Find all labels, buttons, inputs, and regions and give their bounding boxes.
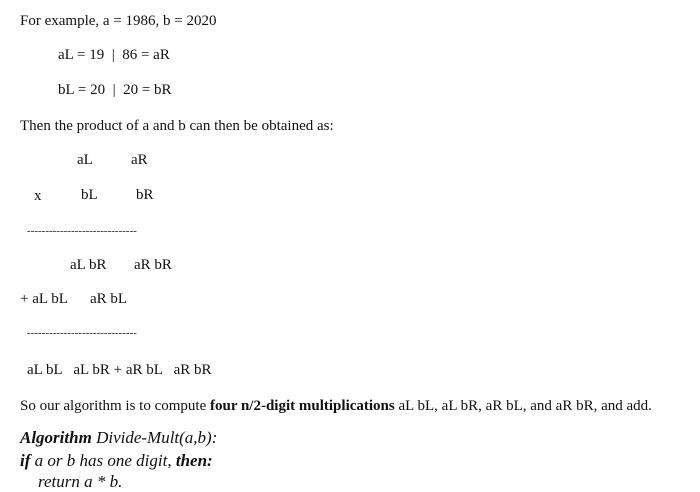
algorithm-title bbox=[20, 428, 217, 448]
split-b: bL = 20 | 20 = bR bbox=[58, 82, 172, 98]
partial2-left: + aL bL bbox=[20, 291, 68, 307]
if-keyword: if bbox=[20, 451, 31, 470]
divider-line: ------------------------------ bbox=[27, 225, 137, 237]
summary-sentence bbox=[20, 397, 652, 415]
summary-bold: four n/2-digit multiplications bbox=[209, 398, 395, 414]
then-keyword: then: bbox=[175, 451, 213, 470]
mult-row1-right: aR bbox=[131, 152, 148, 168]
mult-result: aL bL aL bR + aR bL aR bR bbox=[27, 362, 212, 378]
algorithm-keyword: Algorithm bbox=[20, 428, 92, 447]
algorithm-if-line bbox=[20, 451, 213, 471]
example-intro: For example, a = 1986, b = 2020 bbox=[20, 13, 217, 29]
times-sign: x bbox=[34, 188, 42, 204]
product-intro: Then the product of a and b can then be obtained as: bbox=[20, 118, 334, 134]
partial2-right: aR bL bbox=[90, 291, 128, 307]
algorithm-return-line: return a * b. bbox=[38, 472, 123, 491]
partial1-right: aR bR bbox=[134, 257, 172, 273]
mult-row1-left: aL bbox=[77, 152, 93, 168]
summary-suffix: aL bL, aL bR, aR bL, and aR bR, and add. bbox=[394, 398, 652, 414]
partial1-left: aL bR bbox=[70, 257, 107, 273]
summary-prefix: So our algorithm is to compute bbox=[20, 398, 210, 414]
divider-line-2: ------------------------------ bbox=[27, 327, 137, 339]
mult-row2-left: bL bbox=[81, 187, 98, 203]
mult-row2-right: bR bbox=[136, 187, 154, 203]
split-a: aL = 19 | 86 = aR bbox=[58, 47, 170, 63]
algorithm-signature: Divide-Mult(a,b): bbox=[91, 428, 218, 447]
if-condition: a or b has one digit, bbox=[30, 451, 176, 470]
